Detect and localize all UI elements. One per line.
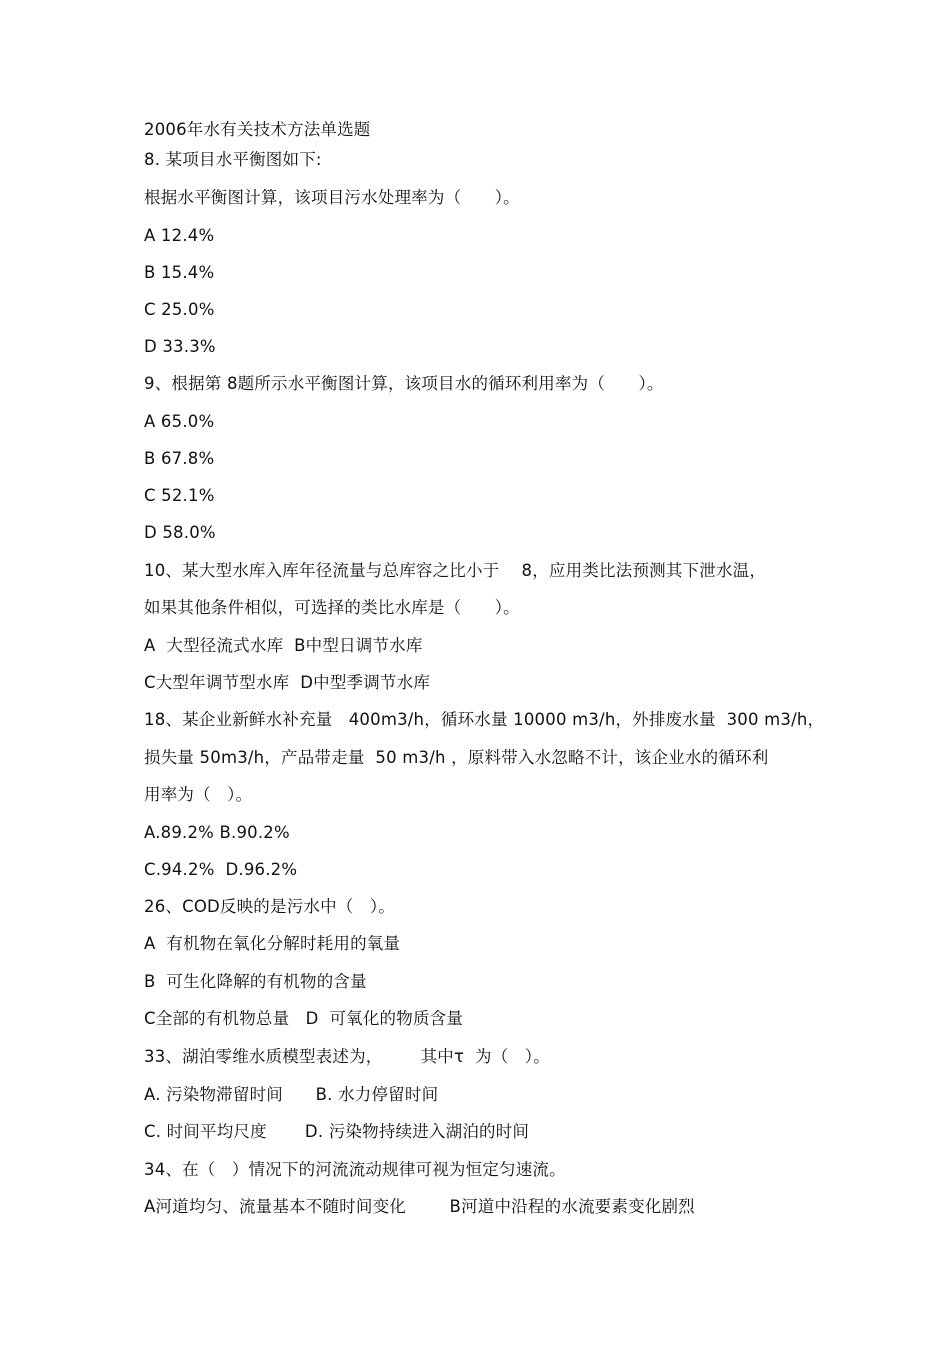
option-line: C 25.0% [144,300,215,319]
option-line: A.89.2% B.90.2% [144,823,290,842]
option-line: D 33.3% [144,337,216,356]
option-line: B 67.8% [144,449,215,468]
option-line: C 52.1% [144,486,215,505]
question-33: 33、湖泊零维水质模型表述为， 其中τ 为（ ）。 [144,1047,550,1066]
question-18-cont: 用率为（ ）。 [144,785,253,804]
question-26: 26、COD反映的是污水中（ ）。 [144,897,395,916]
question-34: 34、在（ ）情况下的河流流动规律可视为恒定匀速流。 [144,1160,566,1179]
option-line: C全部的有机物总量 D 可氧化的物质含量 [144,1009,464,1028]
question-8-text: 根据水平衡图计算，该项目污水处理率为（ ）。 [144,188,520,207]
question-10: 10、某大型水库入库年径流量与总库容之比小于 8，应用类比法预测其下泄水温， [144,561,767,580]
option-line: C.94.2% D.96.2% [144,860,298,879]
question-9: 9、根据第 8题所示水平衡图计算，该项目水的循环利用率为（ ）。 [144,374,664,393]
option-line: A. 污染物滞留时间 B. 水力停留时间 [144,1085,439,1104]
document-title: 2006年水有关技术方法单选题 [144,120,371,139]
option-line: B 15.4% [144,263,215,282]
option-line: A 12.4% [144,226,215,245]
option-line: A 有机物在氧化分解时耗用的氧量 [144,934,401,953]
option-line: A 大型径流式水库 B中型日调节水库 [144,636,423,655]
option-line: C. 时间平均尺度 D. 污染物持续进入湖泊的时间 [144,1122,530,1141]
option-line: A 65.0% [144,412,215,431]
question-18: 18、某企业新鲜水补充量 400m3/h，循环水量 10000 m3/h，外排废水量 300 m3/h， [144,710,825,729]
option-line: C大型年调节型水库 D中型季调节水库 [144,673,431,692]
question-8-stem: 8. 某项目水平衡图如下: [144,150,322,169]
option-line: B 可生化降解的有机物的含量 [144,972,367,991]
option-line: A河道均匀、流量基本不随时间变化 B河道中沿程的水流要素变化剧烈 [144,1197,695,1216]
option-line: D 58.0% [144,523,216,542]
question-18-cont: 损失量 50m3/h，产品带走量 50 m3/h ，原料带入水忽略不计，该企业水的循环利 [144,748,769,767]
question-10-cont: 如果其他条件相似，可选择的类比水库是（ ）。 [144,598,520,617]
